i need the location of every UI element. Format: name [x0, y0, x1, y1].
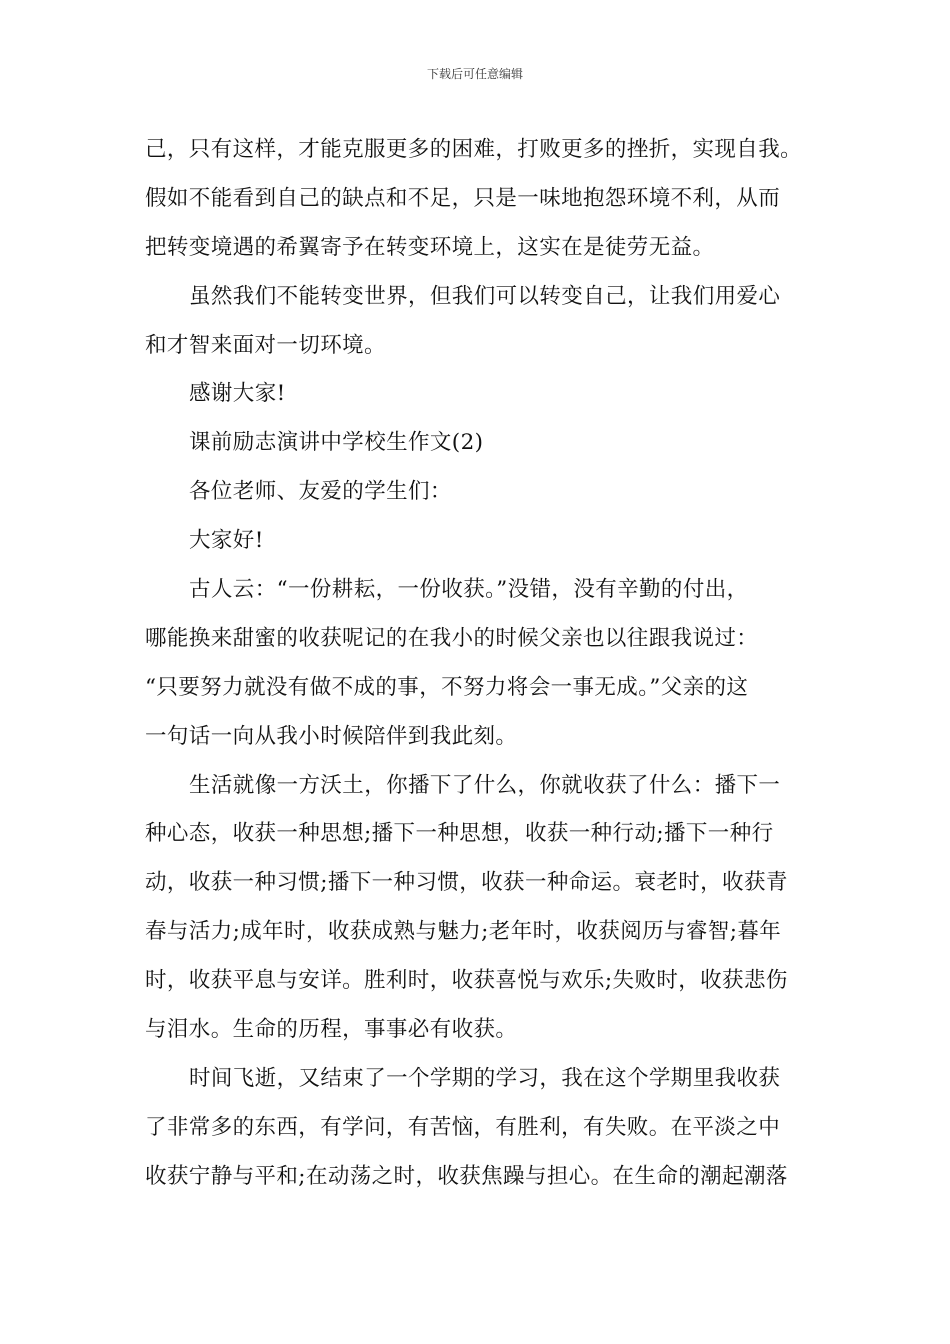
text-line: 和才智来面对一切环境。: [145, 332, 386, 358]
text-line: 与泪水。生命的历程，事事必有收获。: [145, 1017, 518, 1043]
text-line: “只要努力就没有做不成的事，不努力将会一事无成。”父亲的这: [145, 674, 749, 700]
text-line: 春与活力;成年时，收获成熟与魅力;老年时，收获阅历与睿智;暮年: [145, 919, 782, 945]
salutation: 各位老师、友爱的学生们：: [189, 479, 452, 505]
greeting: 大家好!: [189, 528, 264, 554]
text-line: 动，收获一种习惯;播下一种习惯，收获一种命运。衰老时，收获青: [145, 870, 788, 896]
text-line: 时间飞逝，又结束了一个学期的学习，我在这个学期里我收获: [189, 1065, 781, 1091]
text-line: 己，只有这样，才能克服更多的困难，打败更多的挫折，实现自我。: [145, 137, 803, 162]
text-line: 了非常多的东西，有学问，有苦恼，有胜利，有失败。在平淡之中: [145, 1114, 781, 1140]
text-line: 假如不能看到自己的缺点和不足，只是一味地抱怨环境不利，从而: [145, 185, 781, 211]
page-header: 下载后可任意编辑: [426, 67, 523, 81]
text-line: 哪能换来甜蜜的收获呢记的在我小的时候父亲也以往跟我说过：: [145, 625, 759, 651]
text-line: 生活就像一方沃土，你播下了什么，你就收获了什么：播下一: [189, 772, 781, 798]
essay-title: 课前励志演讲中学校生作文(2): [189, 430, 484, 456]
text-line: 虽然我们不能转变世界，但我们可以转变自己，让我们用爱心: [189, 283, 781, 309]
text-line: 古人云：“一份耕耘，一份收获。”没错，没有辛勤的付出，: [189, 577, 749, 603]
document-body: [145, 126, 810, 1202]
text-line: 把转变境遇的希翼寄予在转变环境上，这实在是徒劳无益。: [145, 234, 715, 260]
text-line: 收获宁静与平和;在动荡之时，收获焦躁与担心。在生命的潮起潮落: [145, 1163, 788, 1189]
text-line: 感谢大家!: [189, 381, 286, 407]
text-line: 种心态，收获一种思想;播下一种思想，收获一种行动;播下一种行: [145, 821, 774, 847]
text-line: 一句话一向从我小时候陪伴到我此刻。: [145, 723, 518, 749]
text-line: 时，收获平息与安详。胜利时，收获喜悦与欢乐;失败时，收获悲伤: [145, 968, 788, 994]
